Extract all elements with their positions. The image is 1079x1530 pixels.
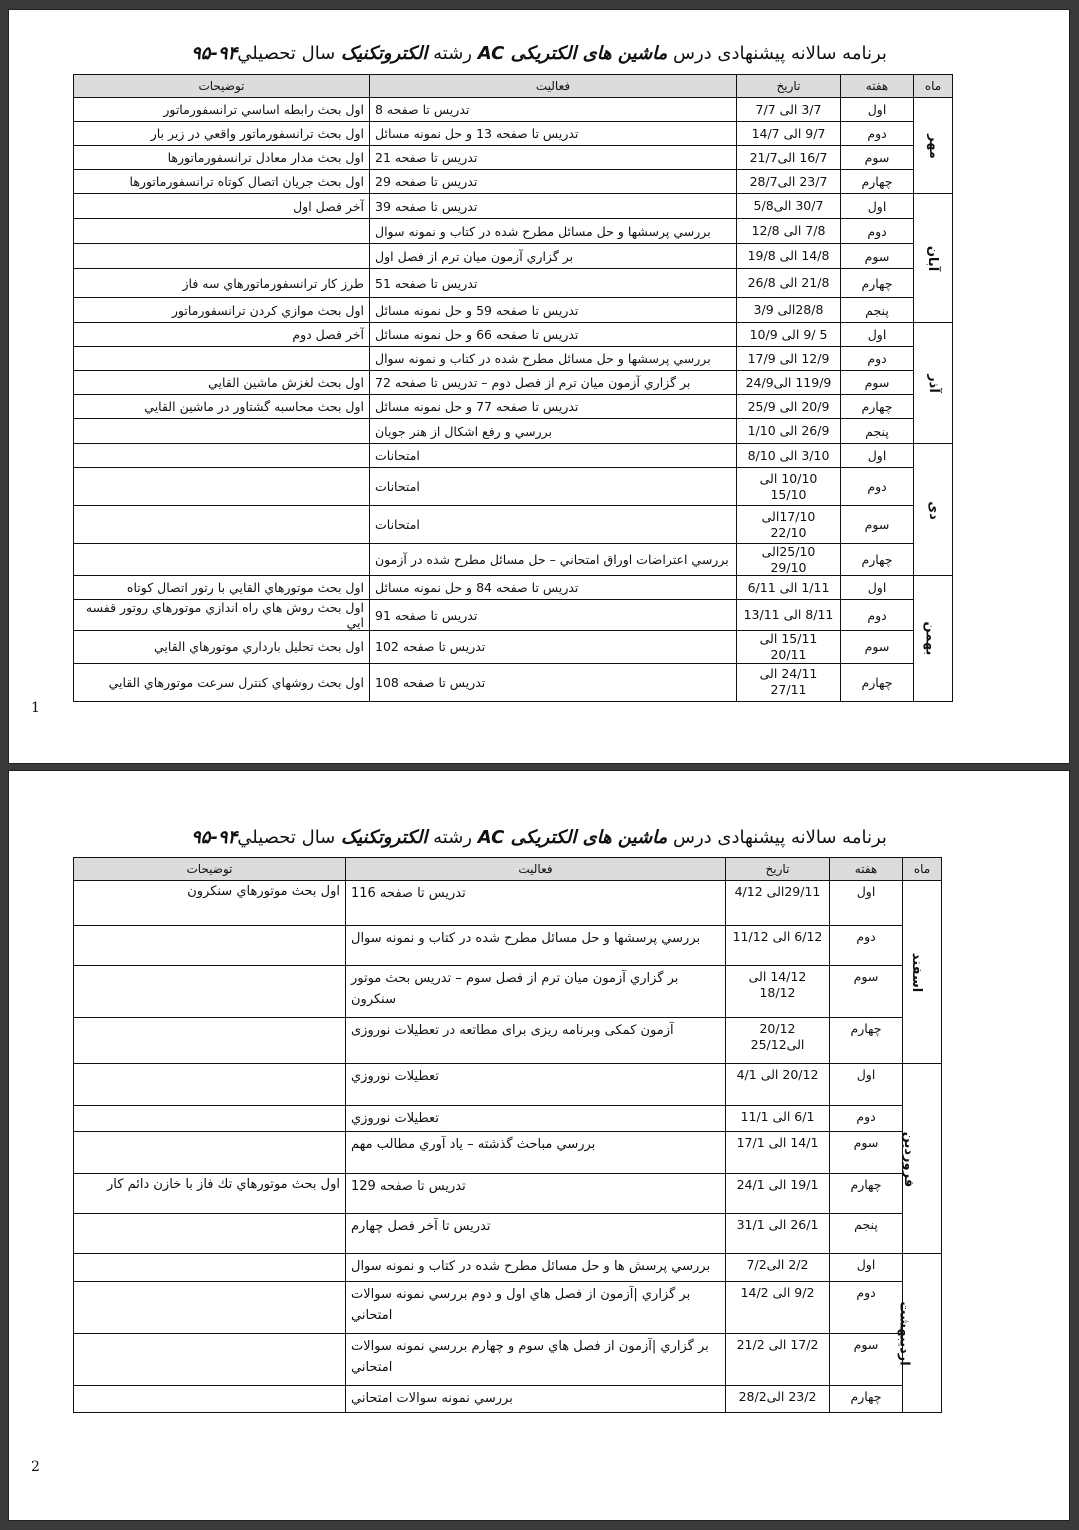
week-cell: دوم [830, 1282, 903, 1334]
date-cell: 9/2 الی 14/2 [726, 1282, 830, 1334]
date-cell: 23/2 الی28/2 [726, 1386, 830, 1413]
week-cell: سوم [841, 371, 914, 395]
table-row [74, 576, 953, 600]
week-cell: چهارم [830, 1018, 903, 1064]
table-row [74, 966, 942, 1018]
date-cell: 119/9 الی24/9 [737, 371, 841, 395]
notes-cell: اول بحث موتورهاي سنكرون [74, 881, 346, 926]
week-cell: سوم [841, 244, 914, 269]
document-page-1 [9, 10, 1069, 763]
activity-cell: تدريس تا صفحه 39 [370, 194, 737, 219]
date-cell: 16/7 الی21/7 [737, 146, 841, 170]
notes-cell: طرز كار ترانسفورماتورهاي سه فاز [74, 269, 370, 298]
header-activity: فعاليت [346, 858, 726, 881]
activity-cell: تدريس تا صفحه 102 [370, 631, 737, 663]
table-row [74, 600, 953, 631]
notes-cell [74, 1018, 346, 1064]
activity-cell: امتحانات [370, 468, 737, 506]
month-cell [914, 576, 953, 701]
date-cell: 21/8 الی 26/8 [737, 269, 841, 298]
notes-cell [74, 1132, 346, 1174]
table-row [74, 1282, 942, 1334]
week-cell: چهارم [830, 1174, 903, 1214]
table-row [74, 194, 953, 219]
table-row [74, 347, 953, 371]
notes-cell: اول بحث موازي كردن ترانسفورماتور [74, 298, 370, 323]
table-row [74, 1132, 942, 1174]
header-week: هفته [841, 75, 914, 98]
date-cell: 14/1 الی 17/1 [726, 1132, 830, 1174]
notes-cell: اول بحث روشهاي كنترل سرعت موتورهاي القايي [74, 663, 370, 701]
notes-cell [74, 1282, 346, 1334]
table-row [74, 1174, 942, 1214]
week-cell: سوم [830, 1132, 903, 1174]
date-cell: 17/2 الی 21/2 [726, 1334, 830, 1386]
date-cell: 26/9 الی 1/10 [737, 419, 841, 444]
month-label: دی [925, 500, 941, 520]
activity-cell: بررسي پرسشها و حل مسائل مطرح شده در كتاب و نمونه سوال [370, 219, 737, 244]
activity-cell: امتحانات [370, 444, 737, 468]
notes-cell: اول بحث جريان اتصال كوتاه ترانسفورماتورها [74, 170, 370, 194]
week-cell: دوم [841, 347, 914, 371]
table-row [74, 298, 953, 323]
notes-cell: اول بحث موتورهاي تك فاز با خازن دائم كار [74, 1174, 346, 1214]
activity-cell: بررسي مباحث گذشته – ياد آوري مطالب مهم [346, 1132, 726, 1174]
month-cell [914, 194, 953, 323]
week-cell: چهارم [841, 395, 914, 419]
week-cell: چهارم [841, 544, 914, 576]
activity-cell: تدريس تا صفحه 77 و حل نمونه مسائل [370, 395, 737, 419]
date-cell: 14/8 الی 19/8 [737, 244, 841, 269]
activity-cell: تدريس تا صفحه 116 [346, 881, 726, 926]
date-cell: 14/12 الی 18/12 [726, 966, 830, 1018]
notes-cell: اول بحث رابطه اساسي ترانسفورماتور [74, 98, 370, 122]
header-week: هفته [830, 858, 903, 881]
activity-cell: تدريس تا صفحه 51 [370, 269, 737, 298]
date-cell: 10/10 الی 15/10 [737, 468, 841, 506]
week-cell: چهارم [841, 170, 914, 194]
date-cell: 8/11 الی 13/11 [737, 600, 841, 631]
activity-cell: بر گزاري آزمون ميان ترم از فصل اول [370, 244, 737, 269]
notes-cell [74, 1334, 346, 1386]
activity-cell: تدريس تا صفحه 91 [370, 600, 737, 631]
notes-cell: آخر فصل اول [74, 194, 370, 219]
week-cell: دوم [841, 468, 914, 506]
table-row [74, 419, 953, 444]
month-label: آذر [925, 374, 941, 393]
page-number: 1 [31, 700, 40, 716]
activity-cell: امتحانات [370, 506, 737, 544]
activity-cell: بر گزاري |آزمون از فصل هاي اول و دوم بررسي نمونه سوالات امتحاني [346, 1282, 726, 1334]
table-row [74, 1064, 942, 1106]
notes-cell [74, 444, 370, 468]
table-row [74, 1106, 942, 1132]
date-cell: 6/12 الی 11/12 [726, 926, 830, 966]
activity-cell: تدريس تا صفحه 59 و حل نمونه مسائل [370, 298, 737, 323]
notes-cell: اول بحث ترانسفورماتور واقعي در زير بار [74, 122, 370, 146]
activity-cell: تدريس تا صفحه 8 [370, 98, 737, 122]
week-cell: سوم [841, 146, 914, 170]
month-cell [914, 98, 953, 194]
table-row [74, 1214, 942, 1254]
table-row [74, 926, 942, 966]
notes-cell [74, 1214, 346, 1254]
week-cell: اول [841, 194, 914, 219]
month-cell [914, 323, 953, 444]
table-row [74, 506, 953, 544]
schedule-table [73, 857, 942, 1413]
notes-cell [74, 468, 370, 506]
table-row [74, 122, 953, 146]
notes-cell: اول بحث روش هاي راه اندازي موتورهاي روتور قفسه ايي [74, 600, 370, 631]
week-cell: سوم [841, 506, 914, 544]
notes-cell: اول بحث تحليل بارداري موتورهاي القايي [74, 631, 370, 663]
activity-cell: بررسي پرسشها و حل مسائل مطرح شده در كتاب و نمونه سوال [346, 926, 726, 966]
week-cell: اول [841, 576, 914, 600]
date-cell: 28/8الی 3/9 [737, 298, 841, 323]
header-month: ماه [914, 75, 953, 98]
activity-cell: تدريس تا صفحه 129 [346, 1174, 726, 1214]
notes-cell: اول بحث مدار معادل ترانسفورماتورها [74, 146, 370, 170]
week-cell: دوم [841, 219, 914, 244]
month-cell [914, 444, 953, 576]
header-notes: توضيحات [74, 858, 346, 881]
week-cell: اول [830, 1064, 903, 1106]
activity-cell: تدريس تا آخر فصل چهارم [346, 1214, 726, 1254]
notes-cell: آخر فصل دوم [74, 323, 370, 347]
table-header-row [74, 858, 942, 881]
week-cell: سوم [841, 631, 914, 663]
header-date: تاريخ [726, 858, 830, 881]
activity-cell: تعطيلات نوروزي [346, 1064, 726, 1106]
activity-cell: بررسي پرسشها و حل مسائل مطرح شده در كتاب و نمونه سوال [370, 347, 737, 371]
activity-cell: بررسي پرسش ها و حل مسائل مطرح شده در كتاب و نمونه سوال [346, 1254, 726, 1282]
week-cell: چهارم [841, 269, 914, 298]
week-cell: سوم [830, 1334, 903, 1386]
table-row [74, 663, 953, 701]
date-cell: 23/7 الی28/7 [737, 170, 841, 194]
notes-cell [74, 244, 370, 269]
table-row [74, 444, 953, 468]
table-header-row [74, 75, 953, 98]
activity-cell: تدريس تا صفحه 108 [370, 663, 737, 701]
month-label: بهمن [922, 621, 938, 656]
document-page-2 [9, 771, 1069, 1520]
table-row [74, 631, 953, 663]
notes-cell: اول بحث لغزش ماشين القايي [74, 371, 370, 395]
activity-cell: بر گزاري آزمون ميان ترم از فصل دوم – تدريس تا صفحه 72 [370, 371, 737, 395]
week-cell: سوم [830, 966, 903, 1018]
notes-cell [74, 926, 346, 966]
activity-cell: بررسي اعتراضات اوراق امتحاني – حل مسائل مطرح شده در آزمون [370, 544, 737, 576]
activity-cell: بررسي و رفع اشكال از هنر جويان [370, 419, 737, 444]
table-row [74, 881, 942, 926]
date-cell: 3/10 الی 8/10 [737, 444, 841, 468]
month-label: مهر [925, 133, 941, 159]
notes-cell: اول بحث محاسبه گشتاور در ماشين القايي [74, 395, 370, 419]
table-row [74, 170, 953, 194]
activity-cell: تدريس تا صفحه 29 [370, 170, 737, 194]
date-cell: 30/7 الی5/8 [737, 194, 841, 219]
week-cell: اول [841, 98, 914, 122]
month-label: آبان [925, 245, 941, 272]
table-row [74, 146, 953, 170]
activity-cell: آزمون کمکی وبرنامه ریزی برای مطاتعه در تعطیلات نوروزی [346, 1018, 726, 1064]
schedule-table [73, 74, 953, 702]
date-cell: 15/11 الی 20/11 [737, 631, 841, 663]
week-cell: اول [841, 444, 914, 468]
activity-cell: بر گزاري آزمون ميان ترم از فصل سوم – تدريس بحث موتور سنكرون [346, 966, 726, 1018]
week-cell: پنجم [841, 298, 914, 323]
table-row [74, 468, 953, 506]
table-row [74, 98, 953, 122]
date-cell: 2/2 الی7/2 [726, 1254, 830, 1282]
date-cell: 20/12 الی25/12 [726, 1018, 830, 1064]
week-cell: چهارم [841, 663, 914, 701]
activity-cell: تدريس تا صفحه 13 و حل نمونه مسائل [370, 122, 737, 146]
week-cell: دوم [830, 926, 903, 966]
notes-cell [74, 966, 346, 1018]
week-cell: اول [841, 323, 914, 347]
activity-cell: تدريس تا صفحه 84 و حل نمونه مسائل [370, 576, 737, 600]
notes-cell [74, 347, 370, 371]
month-label: اسفند [908, 952, 924, 993]
notes-cell [74, 419, 370, 444]
date-cell: 1/11 الی 6/11 [737, 576, 841, 600]
notes-cell [74, 1064, 346, 1106]
date-cell: 5 /9 الی 10/9 [737, 323, 841, 347]
date-cell: 7/8 الی 12/8 [737, 219, 841, 244]
date-cell: 24/11 الی 27/11 [737, 663, 841, 701]
week-cell: دوم [841, 122, 914, 146]
activity-cell: تعطيلات نوروزي [346, 1106, 726, 1132]
week-cell: اول [830, 881, 903, 926]
notes-cell [74, 544, 370, 576]
table-row [74, 1386, 942, 1413]
table-row [74, 244, 953, 269]
page-title: برنامه سالانه پيشنهادی درس ماشين های الکتريکی AC رشته الکتروتکنيک سال تحصيلي۹۴-۹۵ [191, 43, 887, 64]
header-month: ماه [903, 858, 942, 881]
week-cell: دوم [830, 1106, 903, 1132]
table-row [74, 323, 953, 347]
month-label: ارديبهشت [896, 1301, 912, 1366]
table-row [74, 1254, 942, 1282]
date-cell: 19/1 الی 24/1 [726, 1174, 830, 1214]
date-cell: 25/10الی 29/10 [737, 544, 841, 576]
month-label: فروردين [900, 1131, 916, 1187]
table-row [74, 544, 953, 576]
activity-cell: بررسي نمونه سوالات امتحاني [346, 1386, 726, 1413]
date-cell: 6/1 الی 11/1 [726, 1106, 830, 1132]
date-cell: 20/9 الی 25/9 [737, 395, 841, 419]
table-row [74, 1334, 942, 1386]
date-cell: 20/12 الی 4/1 [726, 1064, 830, 1106]
month-cell [900, 1064, 942, 1254]
date-cell: 26/1 الی 31/1 [726, 1214, 830, 1254]
notes-cell [74, 506, 370, 544]
table-row [74, 395, 953, 419]
notes-cell [74, 1386, 346, 1413]
notes-cell [74, 1254, 346, 1282]
date-cell: 12/9 الی 17/9 [737, 347, 841, 371]
week-cell: اول [830, 1254, 903, 1282]
notes-cell: اول بحث موتورهاي القايي با رتور اتصال كوتاه [74, 576, 370, 600]
header-notes: توضيحات [74, 75, 370, 98]
month-cell [896, 1254, 942, 1413]
page-number: 2 [31, 1459, 40, 1475]
activity-cell: تدريس تا صفحه 66 و حل نمونه مسائل [370, 323, 737, 347]
table-row [74, 371, 953, 395]
table-row [74, 219, 953, 244]
activity-cell: تدريس تا صفحه 21 [370, 146, 737, 170]
date-cell: 17/10الی 22/10 [737, 506, 841, 544]
header-activity: فعاليت [370, 75, 737, 98]
date-cell: 3/7 الی 7/7 [737, 98, 841, 122]
date-cell: 9/7 الی 14/7 [737, 122, 841, 146]
week-cell: پنجم [830, 1214, 903, 1254]
notes-cell [74, 1106, 346, 1132]
notes-cell [74, 219, 370, 244]
table-row [74, 1018, 942, 1064]
week-cell: پنجم [841, 419, 914, 444]
week-cell: دوم [841, 600, 914, 631]
page-title: برنامه سالانه پيشنهادی درس ماشين های الکتريکی AC رشته الکتروتکنيک سال تحصيلي۹۴-۹۵ [191, 827, 887, 848]
week-cell: چهارم [830, 1386, 903, 1413]
activity-cell: بر گزاري |آزمون از فصل هاي سوم و چهارم بررسي نمونه سوالات امتحاني [346, 1334, 726, 1386]
date-cell: 29/11الی 4/12 [726, 881, 830, 926]
table-row [74, 269, 953, 298]
header-date: تاريخ [737, 75, 841, 98]
month-cell [903, 881, 942, 1064]
